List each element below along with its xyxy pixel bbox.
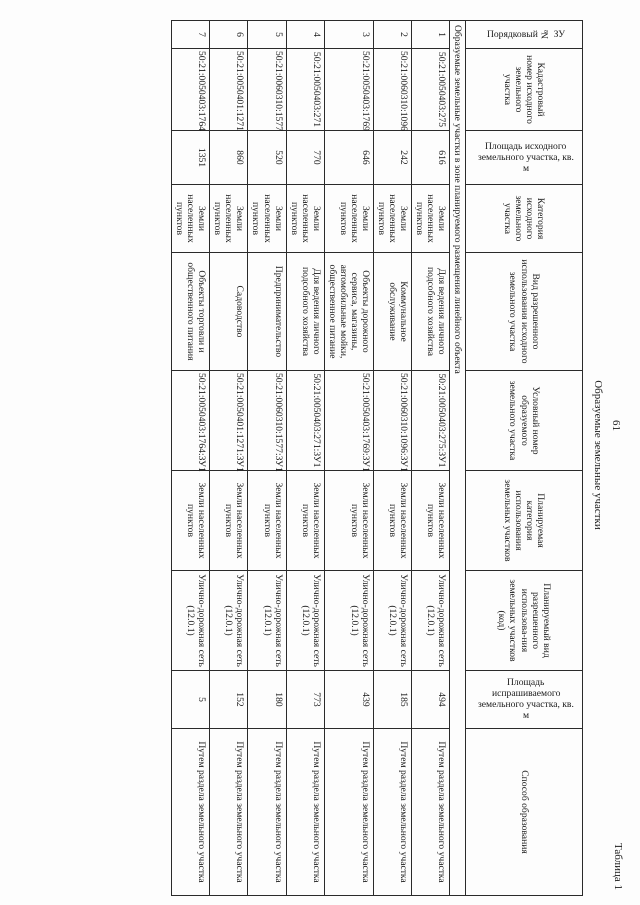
table-row	[411, 21, 449, 896]
cell-index: 6	[210, 21, 248, 49]
cell-use: Для ведения личного подсобного хозяйства	[411, 253, 449, 371]
cell-category: Земли населенных пунктов	[324, 185, 373, 253]
cell-area-source: 860	[210, 131, 248, 185]
cell-planned-category: Земли населенных пунктов	[172, 471, 210, 571]
cell-planned-category: Земли населенных пунктов	[324, 471, 373, 571]
cell-planned-use: Улично-дорожная сеть (12.0.1)	[324, 571, 373, 671]
header-label: Площадь испрашиваемого земельного участка, кв. м	[477, 677, 574, 722]
cell-category: Земли населенных пунктов	[210, 185, 248, 253]
cell-method: Путем раздела земельного участка	[210, 729, 248, 896]
cell-use: Для ведения личного подсобного хозяйства	[286, 253, 324, 371]
header-cell	[466, 185, 583, 253]
cell-planned-use: Улично-дорожная сеть (12.0.1)	[286, 571, 324, 671]
header-label: Порядковый № ЗУ	[486, 28, 565, 40]
cell-area-requested: 185	[373, 671, 411, 729]
cell-area-requested: 773	[286, 671, 324, 729]
header-label: Планируемый вид разрешенного использова-ния земельных участков (код)	[496, 579, 552, 662]
cell-area-requested: 152	[210, 671, 248, 729]
header-label: Кадастровый номер исходного земельного участка	[501, 55, 547, 124]
cell-planned-category: Земли населенных пунктов	[210, 471, 248, 571]
cell-method: Путем раздела земельного участка	[411, 729, 449, 896]
cell-cadastral: 50:21:0050403:1764	[172, 49, 210, 131]
cell-use: Объекты торговли и общественного питания	[172, 253, 210, 371]
cell-new-number: 50:21:0050403:271:ЗУ1	[286, 371, 324, 471]
cell-category: Земли населенных пунктов	[172, 185, 210, 253]
page-number: 61	[610, 420, 622, 431]
cell-cadastral: 50:21:0050403:271	[286, 49, 324, 131]
cell-area-requested: 494	[411, 671, 449, 729]
cell-category: Земли населенных пунктов	[411, 185, 449, 253]
cell-method: Путем раздела земельного участка	[324, 729, 373, 896]
cell-cadastral: 50:21:0050403:1769	[324, 49, 373, 131]
cell-area-requested: 180	[248, 671, 286, 729]
header-cell	[466, 253, 583, 371]
header-label: Категория исходного земельного участка	[501, 195, 547, 242]
header-cell	[466, 729, 583, 896]
cell-index: 2	[373, 21, 411, 49]
table-row	[248, 21, 286, 896]
cell-method: Путем раздела земельного участка	[248, 729, 286, 896]
cell-index: 5	[248, 21, 286, 49]
rotated-content	[8, 15, 628, 900]
header-label: Планируемая категория использования земельных участков	[501, 479, 547, 562]
cell-area-source: 520	[248, 131, 286, 185]
cell-new-number: 50:21:0050403:1769:ЗУ1	[324, 371, 373, 471]
cell-area-requested: 439	[324, 671, 373, 729]
cell-category: Земли населенных пунктов	[286, 185, 324, 253]
cell-planned-use: Улично-дорожная сеть (12.0.1)	[248, 571, 286, 671]
cell-use: Садоводство	[210, 253, 248, 371]
section-row	[449, 21, 465, 896]
cell-index: 7	[172, 21, 210, 49]
cell-method: Путем раздела земельного участка	[172, 729, 210, 896]
cell-area-source: 242	[373, 131, 411, 185]
cell-planned-use: Улично-дорожная сеть (12.0.1)	[411, 571, 449, 671]
cell-new-number: 50:21:0050403:275:ЗУ1	[411, 371, 449, 471]
table-row	[324, 21, 373, 896]
header-row	[466, 21, 583, 896]
cell-cadastral: 50:21:0060310:1096	[373, 49, 411, 131]
table-row	[172, 21, 210, 896]
table-row	[286, 21, 324, 896]
header-label: Условный номер образуемого земельного участка	[507, 380, 541, 461]
cell-method: Путем раздела земельного участка	[286, 729, 324, 896]
header-cell	[466, 49, 583, 131]
header-label: Способ образования	[518, 770, 530, 854]
table-title: Образуемые земельные участки	[592, 380, 604, 530]
cell-area-source: 616	[411, 131, 449, 185]
header-cell	[466, 671, 583, 729]
header-cell	[466, 371, 583, 471]
cell-area-source: 1351	[172, 131, 210, 185]
cell-cadastral: 50:21:0060310:1577	[248, 49, 286, 131]
cell-cadastral: 50:21:0050401:1271	[210, 49, 248, 131]
cell-use: Коммунальное обслуживание	[373, 253, 411, 371]
table-row	[210, 21, 248, 896]
cell-index: 4	[286, 21, 324, 49]
header-label: Вид разрешенного использования исходного земельного участка	[507, 259, 541, 364]
cell-area-source: 770	[286, 131, 324, 185]
cell-new-number: 50:21:0060310:1096:ЗУ1	[373, 371, 411, 471]
table-row	[373, 21, 411, 896]
cell-planned-category: Земли населенных пунктов	[373, 471, 411, 571]
cell-use: Объекты дорожного сервиса, магазины, автомобильные мойки, общественное питание	[324, 253, 373, 371]
cell-method: Путем раздела земельного участка	[373, 729, 411, 896]
cell-planned-use: Улично-дорожная сеть (12.0.1)	[210, 571, 248, 671]
table-label: Таблица 1	[612, 842, 624, 890]
header-label: Площадь исходного земельного участка, кв. м	[477, 140, 574, 175]
header-cell	[466, 471, 583, 571]
header-cell	[466, 21, 583, 49]
cell-planned-use: Улично-дорожная сеть (12.0.1)	[373, 571, 411, 671]
cell-planned-category: Земли населенных пунктов	[248, 471, 286, 571]
header-cell	[466, 131, 583, 185]
cell-new-number: 50:21:0060310:1577:ЗУ1	[248, 371, 286, 471]
cell-index: 1	[411, 21, 449, 49]
cell-area-source: 646	[324, 131, 373, 185]
cell-index: 3	[324, 21, 373, 49]
cell-planned-category: Земли населенных пунктов	[286, 471, 324, 571]
cell-new-number: 50:21:0050401:1271:ЗУ1	[210, 371, 248, 471]
cell-new-number: 50:21:0050403:1764:ЗУ1	[172, 371, 210, 471]
cell-category: Земли населенных пунктов	[248, 185, 286, 253]
cell-area-requested: 5	[172, 671, 210, 729]
cell-planned-category: Земли населенных пунктов	[411, 471, 449, 571]
parcels-table	[171, 20, 583, 896]
cell-category: Земли населенных пунктов	[373, 185, 411, 253]
cell-cadastral: 50:21:0050403:275	[411, 49, 449, 131]
header-cell	[466, 571, 583, 671]
section-cell: Образуемые земельные участки в зоне планируемого размещения линейного объекта	[449, 21, 465, 896]
cell-planned-use: Улично-дорожная сеть (12.0.1)	[172, 571, 210, 671]
cell-use: Предпринимательство	[248, 253, 286, 371]
